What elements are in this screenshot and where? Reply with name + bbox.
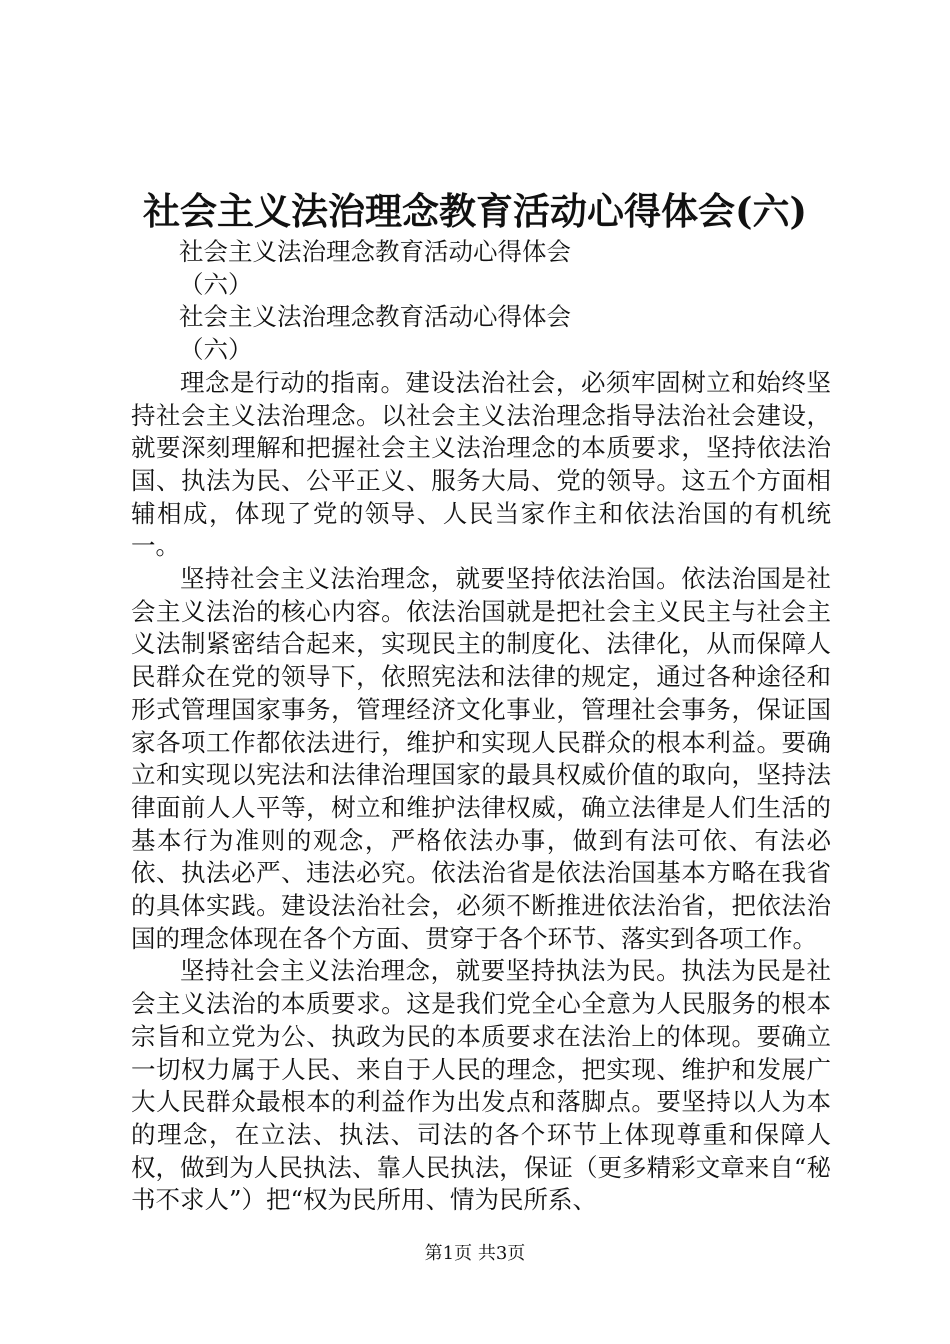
body-paragraph: 坚持社会主义法治理念，就要坚持依法治国。依法治国是社会主义法治的核心内容。依法治国就是把社会主义民主与社会主义法制紧密结合起来，实现民主的制度化、法律化，从而保障人民群众在党的领导下，依照宪法和法律的规定，通过各种途径和形式管理国家事务，管理经济文化事业，管理社会事务，保证国家各项工作都依法进行，维护和实现人民群众的根本利益。要确立和实现以宪法和法律治理国家的最具权威价值的取向，坚持法律面前人人平等，树立和维护法律权威，确立法律是人们生活的基本行为准则的观念，严格依法办事，做到有法可依、有法必依、执法必严、违法必究。依法治省是依法治国基本方略在我省的具体实践。建设法治社会，必须不断推进依法治省，把依法治国的理念体现在各个方面、贯穿于各个环节、落实到各项工作。 xyxy=(131,564,831,953)
subtitle-number: （六） xyxy=(179,335,253,365)
subtitle-line: 社会主义法治理念教育活动心得体会 xyxy=(179,237,571,266)
subtitle-line: 社会主义法治理念教育活动心得体会 xyxy=(179,302,571,332)
body-paragraph: 理念是行动的指南。建设法治社会，必须牢固树立和始终坚持社会主义法治理念。以社会主义法治理念指导法治社会建设，就要深刻理解和把握社会主义法治理念的本质要求，坚持依法治国、执法为民、公平正义、服务大局、党的领导。这五个方面相辅相成，体现了党的领导、人民当家作主和依法治国的有机统一。 xyxy=(131,367,831,561)
document-title: 社会主义法治理念教育活动心得体会(六) xyxy=(142,189,807,233)
subtitle-number: （六） xyxy=(179,269,253,299)
body-paragraph: 坚持社会主义法治理念，就要坚持执法为民。执法为民是社会主义法治的本质要求。这是我们党全心全意为人民服务的根本宗旨和立党为公、执政为民的本质要求在法治上的体现。要确立一切权力属于人民、来自于人民的理念，把实现、维护和发展广大人民群众最根本的利益作为出发点和落脚点。要坚持以人为本的理念，在立法、执法、司法的各个环节上体现尊重和保障人权，做到为人民执法、靠人民执法，保证（更多精彩文章来自“秘书不求人”）把“权为民所用、情为民所系、 xyxy=(131,956,831,1215)
document-body xyxy=(131,236,831,1217)
page-footer: 第1页 共3页 xyxy=(424,1243,526,1264)
